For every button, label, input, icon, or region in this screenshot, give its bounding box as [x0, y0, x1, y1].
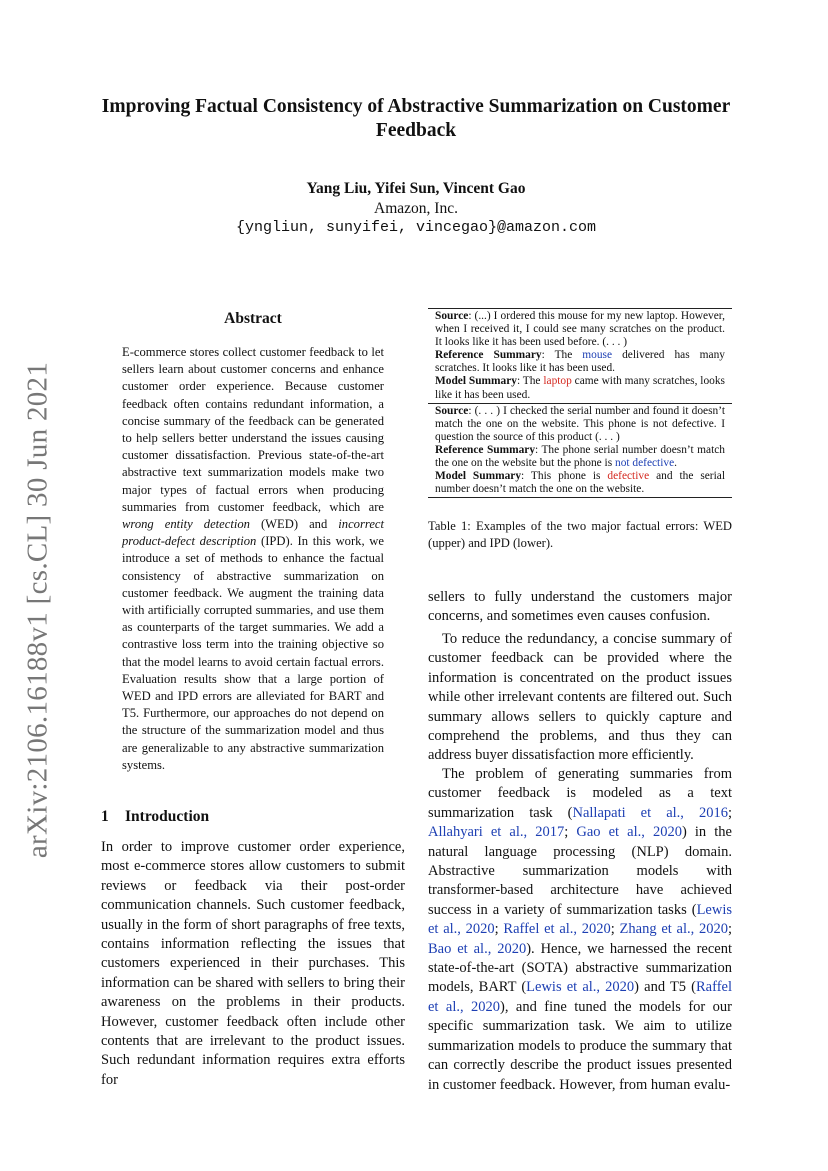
table-row-example-1 [428, 308, 732, 403]
section-heading-introduction [101, 808, 401, 826]
citation-separator: ; [494, 921, 504, 938]
reference-entity-highlight: mouse [582, 349, 613, 362]
reference-label: Reference Summary [435, 349, 542, 362]
model-body-a: : The [516, 375, 544, 388]
author-list: Yang Liu, Yifei Sun, Vincent Gao [306, 180, 526, 197]
source-body: : (. . . ) I checked the serial number and found it doesn’t match the one on the website. This phone is not defective. I question the source of this product (. . . ) [435, 404, 725, 443]
author-emails: {yngliun, sunyifei, vincegao}@amazon.com [235, 219, 597, 236]
table-1-caption: Table 1: Examples of the two major factual errors: WED (upper) and IPD (lower). [428, 519, 732, 550]
citation-link[interactable]: Lewis et al., 2020 [526, 979, 635, 996]
affiliation: Amazon, Inc. [374, 200, 458, 217]
paper-title: Improving Factual Consistency of Abstractive Summarization on Customer Feedback [101, 96, 731, 141]
arxiv-sidebar-stamp [18, 361, 58, 859]
source-body: : (...) I ordered this mouse for my new laptop. However, when I received it, I could see many scratches on the product. It looks like it has been used before. (. . . ) [435, 310, 725, 349]
citation-link[interactable]: Raffel et al., 2020 [428, 979, 732, 1015]
abstract-body [122, 344, 384, 774]
arxiv-id: arXiv:2106.16188v1 [cs.CL] 30 Jun 2021 [21, 361, 54, 859]
model-error-highlight: laptop [543, 375, 572, 388]
model-error-highlight: defective [607, 470, 650, 483]
right-paragraph-3 [428, 765, 732, 1095]
right-paragraph-continued: sellers to fully understand the customers major concerns, and sometimes even causes confusion. [428, 589, 732, 625]
p3-text-a: The problem of generating summaries from customer feedback is modeled as a text summarization task ( [428, 766, 732, 821]
model-label: Model Summary [435, 470, 522, 483]
citation-link[interactable]: Zhang et al., 2020 [619, 921, 728, 938]
citation-link[interactable]: Bao et al., 2020 [428, 940, 527, 957]
p3-text-c: ). Hence, we harnessed the recent state-of-the-art (SOTA) abstractive summarization models, BART ( [428, 940, 732, 996]
citation-link[interactable]: Allahyari et al., 2017 [428, 824, 565, 841]
citation-separator: ; [727, 921, 732, 938]
source-text [435, 310, 725, 349]
model-body-b: and the serial number doesn’t match the one on the website. [435, 470, 725, 496]
right-paragraph-2: To reduce the redundancy, a concise summary of customer feedback can be provided where the information is concentrated on the product issues while other irrelevant contents are filtered out. Such summary allows sellers to quickly capture and comprehend the problems, and thus they can address buyer dissatisfaction more efficiently. [428, 631, 732, 764]
reference-body-b: . [674, 457, 677, 470]
abstract-heading: Abstract [224, 310, 282, 327]
model-summary [435, 470, 725, 496]
abstract-term-ipd: incorrect product-defect description [122, 517, 384, 549]
citation-link[interactable]: Raffel et al., 2020 [503, 921, 611, 938]
model-body-b: came with many scratches, looks like it has been used. [435, 375, 725, 401]
section-title: Introduction [125, 808, 210, 825]
source-label: Source [435, 310, 469, 322]
citation-link[interactable]: Nallapati et al., 2016 [572, 804, 728, 821]
abstract-text-a: E-commerce stores collect customer feedback to let sellers learn about customer concerns and enhance customer order experience. Because customer feedback often contains redundant information, a concise summary of the feedback can be generated to help sellers better understand the issues causing customer dissatisfaction. Previous state-of-the-art abstractive text summarization models make two major types of factual errors when producing summaries from customer feedback, which are [122, 345, 384, 514]
citation-link[interactable]: Gao et al., 2020 [576, 824, 682, 841]
model-label: Model Summary [435, 375, 517, 388]
reference-summary [435, 349, 725, 375]
citation-separator: ; [564, 824, 577, 841]
p3-text-e: ), and fine tuned the models for our specific summarization task. We aim to utilize summarization models to produce the summary that can correctly describe the product issues presented in customer feedback. However, from human evalu- [428, 998, 732, 1093]
model-summary [435, 375, 725, 401]
source-label: Source [435, 404, 469, 417]
table-1 [428, 308, 732, 498]
abstract-term-wed: wrong entity detection [122, 517, 250, 532]
reference-body-b: delivered has many scratches. It looks like it has been used. [435, 349, 725, 375]
model-body-a: : This phone is [521, 470, 608, 483]
citation-separator: ; [727, 804, 733, 821]
abstract-text-b: (WED) and [249, 517, 339, 532]
citation-separator: ; [610, 921, 620, 938]
p3-text-b: ) in the natural language processing (NLP) domain. Abstractive summarization models with transformer-based architecture have achieved success in a variety of summarization tasks ( [428, 824, 732, 918]
reference-entity-highlight: not defective [615, 457, 675, 470]
source-text [435, 405, 725, 444]
reference-body-a: : The phone serial number doesn’t match the one on the website but the phone is [435, 443, 725, 470]
reference-summary [435, 444, 725, 470]
citation-link[interactable]: Lewis et al., 2020 [428, 901, 732, 938]
table-row-example-2 [428, 403, 732, 499]
reference-body-a: : The [541, 349, 583, 362]
section-number: 1 [101, 808, 109, 825]
reference-label: Reference Summary [435, 443, 536, 456]
intro-paragraph-1: In order to improve customer order experience, most e-commerce stores allow customers to submit reviews or feedback via their post-order communication channels. Such customer feedback, usually in the form of short paragraphs of free texts, contains information reflecting the issues that customers experienced in their purchases. This information can be shared with sellers to bring their awareness on the problems in their products. However, customer feedback often include other contents that are irrelevant to the product issues. Such redundant information requires extra efforts for [101, 839, 405, 1088]
abstract-text-c: (IPD). In this work, we introduce a set of methods to enhance the factual consistency of abstractive summarization on customer feedback. We augment the training data with artificially corrupted summaries, and use them as counterparts of the target summaries. We add a contrastive loss term into the training objective so that the model learns to avoid certain factual errors. Evaluation results show that a large portion of WED and IPD errors are alleviated for BART and T5. Furthermore, our approaches do not depend on the structure of the summarization model and thus are generalizable to any abstractive summarization systems. [122, 534, 384, 772]
p3-text-d: ) and T5 ( [634, 979, 697, 996]
